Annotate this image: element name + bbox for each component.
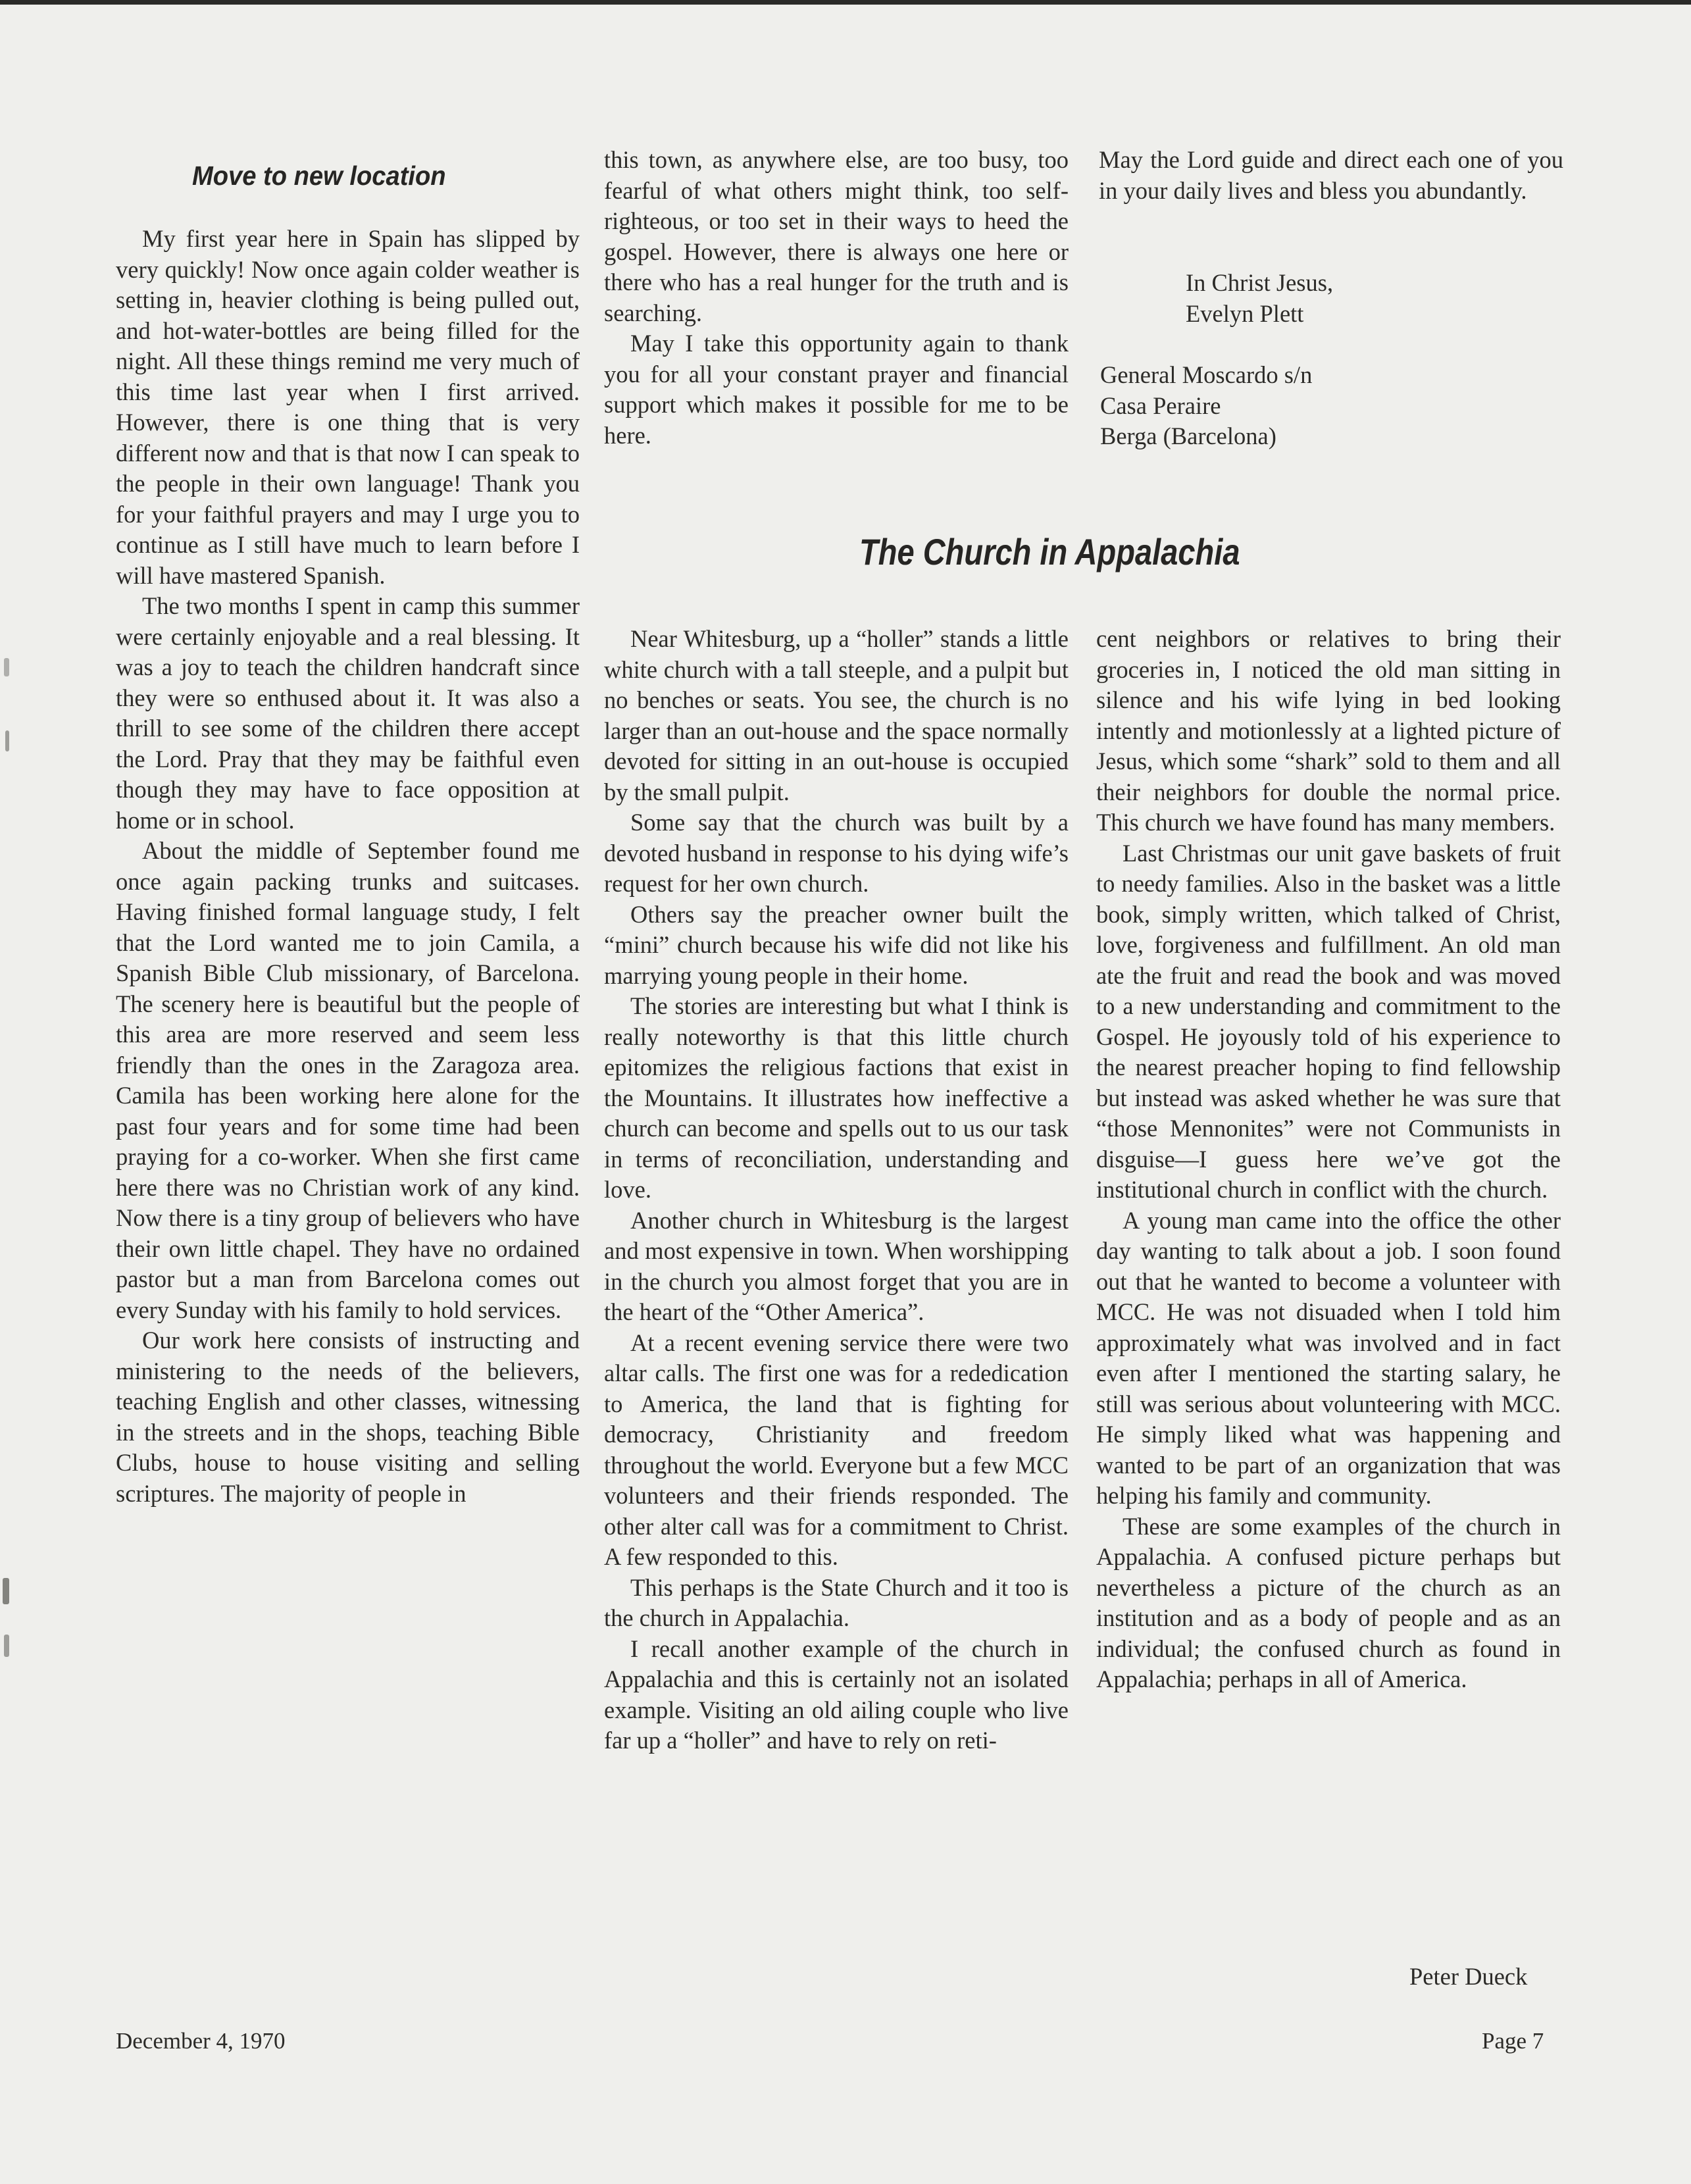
top-edge-bar xyxy=(0,0,1691,5)
article2-paragraph: At a recent evening service there were two altar calls. The first one was for a rededication to America, the land that is fighting for democracy, Christianity and freedom throughout the world. Everyone but a few MCC volunteers and their friends responded. The other alter call was for a commitment to Christ. A few responded to this. xyxy=(604,1329,1069,1570)
scan-mark xyxy=(3,1578,9,1604)
article-title-appalachia: The Church in Appalachia xyxy=(859,531,1240,572)
page-number: Page 7 xyxy=(1482,2028,1544,2054)
article2-paragraph: I recall another example of the church in Appalachia and this is certainly not an isolated example. Visiting an old ailing couple who live far up a “holler” and have to rely on reti- xyxy=(604,1635,1069,1754)
article2-paragraph: Others say the preacher owner built the “mini” church because his wife did not like his marrying young people in their home. xyxy=(604,900,1069,989)
article1-paragraph: My first year here in Spain has slipped by very quickly! Now once again colder weather is setting in, heavier clothing is being pulled out, and hot-water-bottles are being filled for the night. All these things remind me very much of this time last year when I first arrived. However, there is one thing that is very different now and that is that now I can speak to the people in their own language! Thank you for your faithful prayers and may I urge you to continue as I still have much to learn before I will have mastered Spanish. xyxy=(116,225,580,589)
article1-column-2 xyxy=(604,145,1069,451)
scan-mark xyxy=(5,730,9,751)
article2-column-1 xyxy=(604,624,1069,1756)
article1-column-1 xyxy=(116,224,580,1509)
article2-paragraph: The stories are interesting but what I think is really noteworthy is that this little church epitomizes the religious factions that exist in the Mountains. It illustrates how ineffective a church can become and spells out to us our task in terms of reconciliation, understanding and love. xyxy=(604,992,1069,1203)
article2-author: Peter Dueck xyxy=(1409,1963,1528,1990)
article2-paragraph: Near Whitesburg, up a “holler” stands a little white church with a tall steeple, and a pulpit but no benches or seats. You see, the church is no larger than an out-house and the space normally devoted for sitting in an out-house is occupied by the small pulpit. xyxy=(604,625,1069,805)
article2-paragraph: Another church in Whitesburg is the largest and most expensive in town. When worshipping in the church you almost forget that you are in the heart of the “Other America”. xyxy=(604,1206,1069,1325)
article2-paragraph: Last Christmas our unit gave baskets of fruit to needy families. Also in the basket was a little book, simply written, which talked of Christ, love, forgiveness and fulfillment. An old man ate the fruit and read the book and was moved to a new understanding and commitment to the Gospel. He joyously told of his experience to the nearest preacher hoping to find fellowship but instead was asked whether he was sure that “those Mennonites” were not Communists in disguise—I guess here we’ve got the institutional church in conflict with the church. xyxy=(1096,839,1561,1203)
scan-mark xyxy=(4,658,9,676)
article1-paragraph: The two months I spent in camp this summer were certainly enjoyable and a real blessing. It was a joy to teach the children handcraft since they were so enthused about it. It was also a thrill to see some of the children there accept the Lord. Pray that they may be faithful even though they may have to face opposition at home or in school. xyxy=(116,592,580,834)
address-line: Berga (Barcelona) xyxy=(1100,422,1276,449)
article1-column-3 xyxy=(1099,145,1563,206)
scan-mark xyxy=(4,1635,9,1657)
signature-name: Evelyn Plett xyxy=(1186,299,1304,327)
article1-paragraph: this town, as anywhere else, are too busy, too fearful of what others might think, too self-righteous, or too set in their ways to heed the gospel. However, there is always one here or there who has a real hunger for the truth and is searching. xyxy=(604,146,1069,326)
article2-paragraph: cent neighbors or relatives to bring their groceries in, I noticed the old man sitting in silence and his wife lying in bed looking intently and motionlessly at a lighted picture of Jesus, which some “shark” sold to them and all their neighbors for double the normal price. This church we have found has many members. xyxy=(1096,625,1561,836)
article2-paragraph: A young man came into the office the other day wanting to talk about a job. I soon found out that he wanted to become a volunteer with MCC. He was not disuaded when I told him approximately what was involved and in fact even after I mentioned the starting salary, he still was serious about volunteering with MCC. He simply liked what was happening and wanted to be part of an organization that was helping his family and community. xyxy=(1096,1206,1561,1509)
article2-paragraph: These are some examples of the church in Appalachia. A confused picture perhaps but nevertheless a picture of the church as an institution and as a body of people and as an individual; the confused church as found in Appalachia; perhaps in all of America. xyxy=(1096,1512,1561,1692)
closing-line: In Christ Jesus, xyxy=(1186,269,1334,296)
article1-address xyxy=(1100,360,1312,452)
address-line: General Moscardo s/n xyxy=(1100,361,1313,388)
article1-closing xyxy=(1186,268,1333,329)
address-line: Casa Peraire xyxy=(1100,392,1221,419)
article1-paragraph: May I take this opportunity again to thank you for all your constant prayer and financial support which makes it possible for me to be here. xyxy=(604,330,1069,449)
article-title-move: Move to new location xyxy=(192,161,446,191)
article1-blessing: May the Lord guide and direct each one of you in your daily lives and bless you abundantly. xyxy=(1099,146,1563,204)
article2-column-2 xyxy=(1096,624,1561,1695)
article1-paragraph: About the middle of September found me once again packing trunks and suitcases. Having finished formal language study, I felt that the Lord wanted me to join Camila, a Spanish Bible Club missionary, of Barcelona. The scenery here is beautiful but the people of this area are more reserved and seem less friendly than the ones in the Zaragoza area. Camila has been working here alone for the past four years and for some time had been praying for a co-worker. When she first came here there was no Christian work of any kind. Now there is a tiny group of believers who have their own little chapel. They have no ordained pastor but a man from Barcelona comes out every Sunday with his family to hold services. xyxy=(116,837,580,1323)
article1-paragraph: Our work here consists of instructing and ministering to the needs of the believers, teaching English and other classes, witnessing in the streets and in the shops, teaching Bible Clubs, house to house visiting and selling scriptures. The majority of people in xyxy=(116,1327,580,1507)
article2-paragraph: This perhaps is the State Church and it too is the church in Appalachia. xyxy=(604,1573,1069,1631)
article2-paragraph: Some say that the church was built by a devoted husband in response to his dying wife’s request for her own church. xyxy=(604,809,1069,897)
footer-date: December 4, 1970 xyxy=(116,2028,286,2054)
